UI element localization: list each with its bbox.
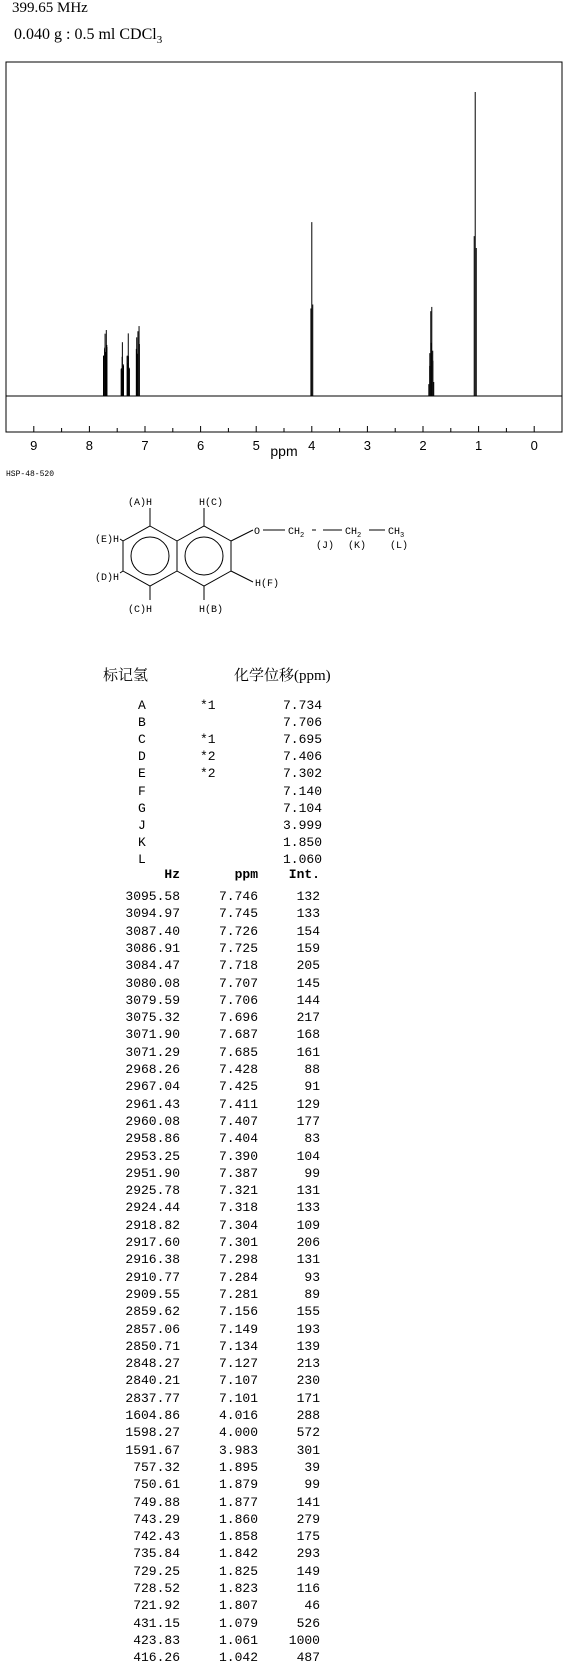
peak-row xyxy=(0,1130,570,1147)
x-tick-label: 8 xyxy=(85,438,94,453)
peak-ppm: 1.042 xyxy=(218,1650,258,1666)
peak-int: 1000 xyxy=(288,1632,320,1648)
peak-hz: 750.61 xyxy=(133,1477,180,1493)
peak-hz: 3080.08 xyxy=(125,975,180,991)
peak-ppm: 7.687 xyxy=(218,1027,258,1043)
peak-ppm: 1.079 xyxy=(218,1615,258,1631)
peak-ppm: 1.858 xyxy=(218,1529,258,1545)
peak-hz: 3095.58 xyxy=(125,889,180,904)
assign-note: *1 xyxy=(200,698,216,713)
peak-col-ppm-header: ppm xyxy=(234,867,258,882)
peak-ppm: 7.149 xyxy=(218,1321,258,1337)
assignment-row xyxy=(0,765,570,782)
peak-ppm: 7.706 xyxy=(218,992,258,1008)
peak-row xyxy=(0,1061,570,1078)
assignment-row xyxy=(0,697,570,714)
assign-label: C xyxy=(138,732,146,748)
peak-int: 131 xyxy=(296,1183,320,1199)
peak-row xyxy=(0,1303,570,1320)
peak-row xyxy=(0,1476,570,1493)
peak-row xyxy=(0,1632,570,1649)
label-e: (E)H xyxy=(95,535,120,546)
peak-ppm: 7.726 xyxy=(218,923,258,939)
sample-subscript: 3 xyxy=(156,34,163,47)
x-tick-label: 7 xyxy=(141,438,149,453)
peak-int: 193 xyxy=(296,1321,320,1337)
peak-row xyxy=(0,1649,570,1666)
peak-int: 139 xyxy=(296,1338,320,1354)
peak-int: 149 xyxy=(296,1563,320,1579)
assign-label: A xyxy=(138,698,146,713)
peak-row xyxy=(0,1597,570,1614)
x-tick-label: 5 xyxy=(252,438,260,453)
label-o: O xyxy=(254,527,261,538)
peak-int: 104 xyxy=(296,1148,320,1164)
ch2-k-sub: 2 xyxy=(357,532,362,540)
peak-hz: 2960.08 xyxy=(125,1113,180,1129)
label-k: (K) xyxy=(348,541,367,552)
peak-hz: 2857.06 xyxy=(125,1321,180,1337)
peak-int: 279 xyxy=(296,1511,320,1527)
peak-int: 91 xyxy=(304,1079,320,1095)
peak-row xyxy=(0,1545,570,1562)
peak-ppm: 7.725 xyxy=(218,940,258,956)
label-c-bottom: (C)H xyxy=(128,605,153,616)
peak-int: 93 xyxy=(304,1269,320,1285)
peak-hz: 2951.90 xyxy=(125,1165,180,1181)
assign-note: *2 xyxy=(200,749,216,765)
peak-hz: 2916.38 xyxy=(125,1252,180,1268)
assign-shift: 3.999 xyxy=(282,817,322,833)
x-tick-label: 6 xyxy=(196,438,205,453)
assign-shift: 1.060 xyxy=(282,851,322,867)
label-f: H(F) xyxy=(255,579,280,590)
assign-shift: 1.850 xyxy=(282,834,322,850)
assign-label: E xyxy=(138,766,146,782)
assignment-row xyxy=(0,851,570,868)
peak-hz: 3075.32 xyxy=(125,1010,180,1026)
peak-row xyxy=(0,1165,570,1182)
peak-hz: 2968.26 xyxy=(125,1062,180,1077)
assign-col-shift-header: 化学位移(ppm) xyxy=(234,668,331,684)
peak-int: 99 xyxy=(304,1477,320,1493)
peak-ppm: 7.301 xyxy=(218,1235,258,1250)
assign-shift: 7.695 xyxy=(282,732,322,748)
peak-ppm: 7.746 xyxy=(218,889,258,904)
assign-label: K xyxy=(138,834,146,850)
peak-ppm: 7.425 xyxy=(218,1079,258,1095)
peak-hz: 729.25 xyxy=(133,1563,180,1579)
peak-row xyxy=(0,923,570,940)
peak-row xyxy=(0,1113,570,1130)
assignment-row xyxy=(0,783,570,800)
peak-row xyxy=(0,1494,570,1511)
peak-ppm: 7.321 xyxy=(218,1183,258,1199)
assignment-row xyxy=(0,748,570,765)
label-l: (L) xyxy=(390,541,409,552)
peak-hz: 1604.86 xyxy=(125,1408,180,1423)
assign-label: L xyxy=(138,851,146,867)
peak-ppm: 4.016 xyxy=(218,1408,258,1423)
peak-ppm: 7.428 xyxy=(218,1062,258,1077)
label-ch2-k xyxy=(345,527,361,540)
peak-hz: 2925.78 xyxy=(125,1183,180,1199)
assign-label: D xyxy=(138,749,146,765)
molecule-structure xyxy=(90,488,450,638)
peak-int: 144 xyxy=(296,992,320,1008)
peak-row xyxy=(0,1148,570,1165)
peak-hz: 2909.55 xyxy=(125,1286,180,1302)
assign-shift: 7.406 xyxy=(282,749,322,765)
peak-hz: 3071.90 xyxy=(125,1027,180,1043)
peak-row xyxy=(0,1182,570,1199)
peak-ppm: 7.318 xyxy=(218,1200,258,1216)
label-b: H(B) xyxy=(199,605,224,616)
peak-row xyxy=(0,1528,570,1545)
peak-int: 213 xyxy=(296,1356,320,1372)
peak-int: 159 xyxy=(296,940,320,956)
x-tick-label: 3 xyxy=(363,438,372,453)
label-ch3 xyxy=(388,527,404,540)
peak-row xyxy=(0,1044,570,1061)
label-a: (A)H xyxy=(128,498,153,509)
label-ch2-j xyxy=(288,527,304,540)
peak-hz: 423.83 xyxy=(133,1632,180,1648)
peak-row xyxy=(0,1372,570,1389)
peak-ppm: 7.404 xyxy=(218,1131,258,1147)
peak-hz: 2918.82 xyxy=(125,1217,180,1233)
peak-row xyxy=(0,1096,570,1113)
peak-ppm: 7.390 xyxy=(218,1148,258,1164)
peak-int: 88 xyxy=(304,1062,320,1077)
peak-ppm: 7.304 xyxy=(218,1217,258,1233)
peak-int: 89 xyxy=(304,1286,320,1302)
peak-hz: 721.92 xyxy=(133,1598,180,1614)
peak-int: 288 xyxy=(296,1408,320,1423)
peak-ppm: 7.387 xyxy=(218,1165,258,1181)
peak-hz: 3086.91 xyxy=(125,940,180,956)
peak-hz: 2910.77 xyxy=(125,1269,180,1285)
peak-row xyxy=(0,905,570,922)
peak-ppm: 7.101 xyxy=(218,1390,258,1406)
label-d: (D)H xyxy=(95,573,120,584)
assign-shift: 7.734 xyxy=(282,698,322,713)
peak-int: 133 xyxy=(296,1200,320,1216)
peak-row xyxy=(0,1355,570,1372)
peak-ppm: 3.983 xyxy=(218,1442,258,1458)
sample-concentration xyxy=(14,26,162,46)
peak-int: 141 xyxy=(296,1494,320,1510)
assignment-row xyxy=(0,731,570,748)
peak-row xyxy=(0,1217,570,1234)
peak-ppm: 1.879 xyxy=(218,1477,258,1493)
peak-ppm: 7.298 xyxy=(218,1252,258,1268)
peak-hz: 2924.44 xyxy=(125,1200,180,1216)
peak-hz: 3094.97 xyxy=(125,906,180,922)
peak-ppm: 1.877 xyxy=(218,1494,258,1510)
peak-int: 175 xyxy=(296,1529,320,1545)
assign-label: G xyxy=(138,800,146,816)
peak-int: 177 xyxy=(296,1113,320,1129)
peak-row xyxy=(0,1615,570,1632)
assign-shift: 7.104 xyxy=(282,800,322,816)
peak-row xyxy=(0,1078,570,1095)
peak-col-int-header: Int. xyxy=(288,867,320,882)
spectrum-code: HSP-48-520 xyxy=(6,470,55,479)
nmr-spectrum-chart xyxy=(0,56,570,464)
peak-row xyxy=(0,1251,570,1268)
peak-ppm: 7.696 xyxy=(218,1010,258,1026)
peaks-layer xyxy=(104,92,477,396)
peak-ppm: 1.825 xyxy=(218,1563,258,1579)
peak-hz: 743.29 xyxy=(133,1511,180,1527)
peak-hz: 2850.71 xyxy=(125,1338,180,1354)
peak-int: 132 xyxy=(296,889,320,904)
peak-int: 206 xyxy=(296,1235,320,1250)
ch2-j-sub: 2 xyxy=(300,532,305,540)
peak-int: 487 xyxy=(296,1650,320,1666)
peak-row xyxy=(0,1199,570,1216)
peak-row xyxy=(0,1026,570,1043)
peak-int: 161 xyxy=(296,1044,320,1060)
peak-int: 230 xyxy=(296,1373,320,1389)
assign-shift: 7.140 xyxy=(282,783,322,799)
peak-hz: 2961.43 xyxy=(125,1096,180,1112)
peak-int: 293 xyxy=(296,1546,320,1562)
x-axis-label: ppm xyxy=(270,443,298,459)
assign-label: F xyxy=(138,783,146,799)
assignment-row xyxy=(0,800,570,817)
peak-int: 155 xyxy=(296,1304,320,1320)
label-j: (J) xyxy=(316,541,335,552)
naphthalene-rings xyxy=(120,508,385,600)
peak-row xyxy=(0,1321,570,1338)
peak-col-hz-header: Hz xyxy=(164,867,180,882)
peak-int: 46 xyxy=(304,1598,320,1614)
peak-hz: 416.26 xyxy=(133,1650,180,1666)
peak-row xyxy=(0,1459,570,1476)
peak-row xyxy=(0,940,570,957)
peak-ppm: 7.707 xyxy=(218,975,258,991)
peak-hz: 2953.25 xyxy=(125,1148,180,1164)
peak-ppm: 1.895 xyxy=(218,1459,258,1475)
peak-row xyxy=(0,1511,570,1528)
peak-row xyxy=(0,975,570,992)
peak-row xyxy=(0,1563,570,1580)
assign-shift: 7.706 xyxy=(282,715,322,731)
peak-hz: 735.84 xyxy=(133,1546,180,1562)
peak-row xyxy=(0,1269,570,1286)
peak-ppm: 1.842 xyxy=(218,1546,258,1562)
peak-hz: 757.32 xyxy=(133,1459,180,1475)
x-tick-label: 0 xyxy=(530,438,538,453)
peak-ppm: 4.000 xyxy=(218,1425,258,1441)
peak-ppm: 7.685 xyxy=(218,1044,258,1060)
peak-hz: 3087.40 xyxy=(125,923,180,939)
ch3-sub: 3 xyxy=(400,532,405,540)
peak-int: 133 xyxy=(296,906,320,922)
assign-note: *1 xyxy=(200,732,216,748)
assign-label: J xyxy=(138,817,146,833)
x-tick-label: 9 xyxy=(30,438,38,453)
peak-ppm: 7.127 xyxy=(218,1356,258,1372)
peak-int: 301 xyxy=(296,1442,320,1458)
peak-hz: 1598.27 xyxy=(125,1425,180,1441)
peak-int: 129 xyxy=(296,1096,320,1112)
spectrometer-frequency: 399.65 MHz xyxy=(12,0,88,16)
peak-hz: 2958.86 xyxy=(125,1131,180,1147)
peak-row xyxy=(0,1390,570,1407)
peak-hz: 3084.47 xyxy=(125,958,180,974)
peak-int: 171 xyxy=(296,1390,320,1406)
peak-row xyxy=(0,1442,570,1459)
assign-shift: 7.302 xyxy=(282,766,322,782)
ch2-k-text: CH xyxy=(345,527,358,538)
peak-row xyxy=(0,1286,570,1303)
peak-ppm: 1.061 xyxy=(218,1632,258,1648)
peak-ppm: 7.411 xyxy=(218,1096,258,1112)
peak-int: 145 xyxy=(296,975,320,991)
assign-note: *2 xyxy=(200,766,216,782)
peak-int: 116 xyxy=(296,1581,320,1596)
peak-int: 526 xyxy=(296,1615,320,1631)
peak-int: 217 xyxy=(296,1010,320,1026)
peak-ppm: 7.745 xyxy=(218,906,258,922)
peak-ppm: 1.823 xyxy=(218,1581,258,1596)
peak-row xyxy=(0,957,570,974)
peak-hz: 728.52 xyxy=(133,1581,180,1596)
peak-hz: 3079.59 xyxy=(125,992,180,1008)
peak-hz: 2967.04 xyxy=(125,1079,180,1095)
peak-hz: 2840.21 xyxy=(125,1373,180,1389)
peak-int: 205 xyxy=(296,958,320,974)
peak-row xyxy=(0,888,570,905)
peak-row xyxy=(0,1407,570,1424)
plot-frame xyxy=(6,62,562,432)
ch2-j-text: CH xyxy=(288,527,301,538)
peak-ppm: 7.284 xyxy=(218,1269,258,1285)
peak-hz: 749.88 xyxy=(133,1494,180,1510)
peak-int: 109 xyxy=(296,1217,320,1233)
peak-hz: 2917.60 xyxy=(125,1235,180,1250)
peak-row xyxy=(0,992,570,1009)
peak-int: 131 xyxy=(296,1252,320,1268)
peak-row xyxy=(0,1424,570,1441)
peak-hz: 1591.67 xyxy=(125,1442,180,1458)
label-c-top: H(C) xyxy=(199,498,224,509)
peak-hz: 2848.27 xyxy=(125,1356,180,1372)
x-tick-label: 1 xyxy=(474,438,483,453)
ch3-text: CH xyxy=(388,527,401,538)
peak-hz: 2859.62 xyxy=(125,1304,180,1320)
assign-col-label-header: 标记氢 xyxy=(103,668,149,684)
peak-int: 83 xyxy=(304,1131,320,1147)
peak-ppm: 7.407 xyxy=(218,1113,258,1129)
assignment-row xyxy=(0,714,570,731)
peak-ppm: 1.807 xyxy=(218,1598,258,1614)
peak-ppm: 7.134 xyxy=(218,1338,258,1354)
peak-hz: 2837.77 xyxy=(125,1390,180,1406)
peak-row xyxy=(0,1234,570,1251)
peak-row xyxy=(0,1580,570,1597)
peak-ppm: 7.107 xyxy=(218,1373,258,1389)
peak-ppm: 7.156 xyxy=(218,1304,258,1320)
peak-hz: 3071.29 xyxy=(125,1044,180,1060)
assign-label: B xyxy=(138,715,146,731)
x-tick-label: 4 xyxy=(308,438,316,453)
peak-int: 168 xyxy=(296,1027,320,1043)
peak-hz: 431.15 xyxy=(133,1615,180,1631)
peak-row xyxy=(0,1009,570,1026)
peak-ppm: 7.718 xyxy=(218,958,258,974)
peak-ppm: 1.860 xyxy=(218,1511,258,1527)
sample-prefix: 0.040 g : 0.5 ml CDCl xyxy=(14,26,157,43)
peak-int: 39 xyxy=(304,1459,320,1475)
peak-row xyxy=(0,1338,570,1355)
peak-ppm: 7.281 xyxy=(218,1286,258,1302)
peak-hz: 742.43 xyxy=(133,1529,180,1545)
assignment-row xyxy=(0,834,570,851)
peak-int: 99 xyxy=(304,1165,320,1181)
peak-int: 572 xyxy=(296,1425,320,1441)
assignment-row xyxy=(0,817,570,834)
peak-int: 154 xyxy=(296,923,320,939)
x-tick-label: 2 xyxy=(419,438,427,453)
